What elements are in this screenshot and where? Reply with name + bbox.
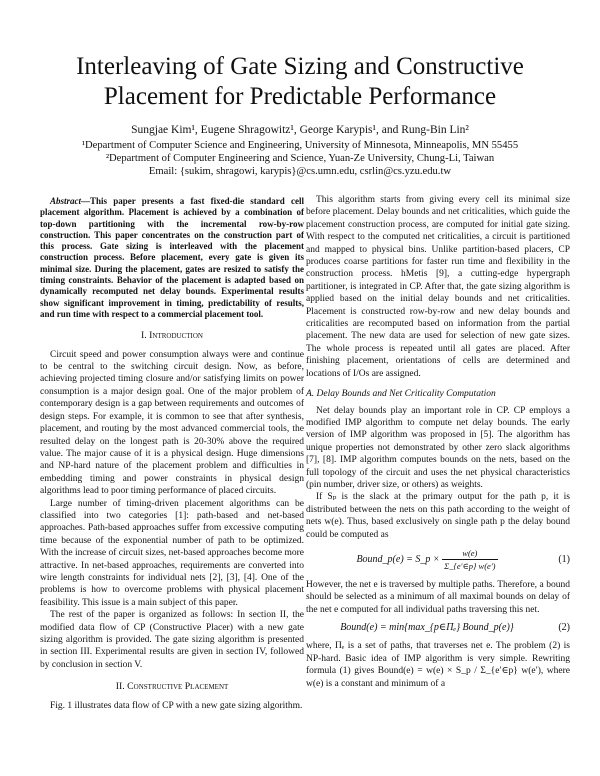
equation-1-numerator: w(e)	[442, 547, 497, 560]
paragraph: Large number of timing-driven placement algorithms can be classified into two categories [1]: path-based and net-based approaches. Path-based approaches suffer from excessive computing time because of the exponential number of path to be optimized. With the increase of circuit sizes, net-based approaches become more attractive. In net-based approaches, requirements are converted into wire length constraints for individual nets [2], [3], [4]. One of the problems is how to overcome problems with physical placement feasibility. This issue is a main subject of this paper.	[40, 498, 304, 608]
paragraph: The rest of the paper is organized as follows: In section II, the modified data flow of CP (Constructive Placer) with a new gate sizing algorithm is provided. The gate sizing algorithm is presented in section III. Experimental results are given in section IV, followed by conclusion in section V.	[40, 610, 304, 670]
author-names: Sungjae Kim¹, Eugene Shragowitz¹, George Karypis¹, and Rung-Bin Lin²	[131, 124, 469, 136]
equation-2-number: (2)	[558, 622, 570, 633]
right-column	[306, 194, 570, 690]
abstract-label: Abstract—	[50, 196, 91, 206]
section-heading-introduction: I. Introduction	[141, 330, 203, 342]
paragraph: Net delay bounds play an important role in CP. CP employs a modified IMP algorithm to compute net delay bounds. The early version of IMP algorithm was proposed in [5]. The algorithm has unique properties not demonstrated by other zero slack algorithms [7], [8]. IMP algorithm computes bounds on the nets, based on the full topology of the circuit and uses the net physical characteristics (pin number, driver size, or others) as weights.	[306, 405, 570, 490]
subsection-heading: A. Delay Bounds and Net Criticality Computation	[306, 389, 496, 400]
section-heading-constructive-placement: II. Constructive Placement	[115, 681, 229, 693]
equation-1-denominator: Σ_{e′∈p} w(e′)	[444, 561, 496, 572]
paragraph: If Sₚ is the slack at the primary output for the path p, it is distributed between the nets on this path according to the weight of nets w(e). Thus, based exclusively on single path p the delay bound could be computed as	[306, 492, 570, 540]
affiliation-2: ²Department of Computer Engineering and Science, Yuan-Ze University, Chung-Li, Taiwan	[105, 153, 495, 164]
equation-1-lhs: Bound_p(e) = S_p ×	[356, 554, 440, 566]
equation-1	[306, 547, 570, 573]
paragraph: where, Πₑ is a set of paths, that traverses net e. The problem (2) is NP-hard. Basic idea of IMP algorithm is very simple. Rewriting formula (1) gives Bound(e) = w(e) × S_p / Σ_{e′∈p} w(e′), where w(e) is a constant and minimum of a	[306, 641, 570, 689]
equation-1-fraction	[442, 547, 497, 573]
author-emails: Email: {sukim, shragowi, karypis}@cs.umn.edu, csrlin@cs.yzu.edu.tw	[148, 166, 452, 177]
paragraph: Circuit speed and power consumption always were and continue to be central to the switching circuit design. Now, as before, achieving projected timing closure and/or satisfying limits on power consumption is a major design goal. One of the major problem of contemporary design is a gap between requirements and outcomes of design steps. For example, it is common to see that after synthesis, placement, and routing by the most advanced commercial tools, the resulted delay on the longest path is 20-30% above the required value. The major cause of it is a physical design. Huge dimensions and NP-hard nature of the placement problem and difficulties in embedding timing and power constraints in physical design algorithms lead to poor timing performance of placed circuits.	[40, 349, 304, 497]
affiliation-1: ¹Department of Computer Science and Engineering, University of Minnesota, Minneapolis, MN 55455	[81, 140, 519, 151]
abstract-text: This paper presents a fast fixed-die standard cell placement algorithm. Placement is achieved by a combination of top-down partitioning with the incremental row-by-row construction. This paper concentrates on the construction part of this process. Gate sizing is interleaved with the placement construction process. Before placement, every gate is given its minimal size. During the placement, gates are resized to satisfy the timing constraints. Behavior of the placement is adapted based on dynamically recomputed net delay bounds. Experimental results show significant improvement in timing, predictability of results, and run time with respect to a commercial placement tool.	[40, 196, 304, 319]
paragraph: However, the net e is traversed by multiple paths. Therefore, a bound should be selected as a minimum of all maximal bounds on delay of the net e computed for all individual paths traversing this net.	[306, 579, 570, 615]
equation-2	[306, 622, 570, 634]
abstract	[40, 196, 304, 320]
paragraph: This algorithm starts from giving every cell its minimal size before placement. Delay bounds and net criticalities, which guide the placement construction process, are computed for initial gate sizing. With respect to the computed net criticalities, a circuit is partitioned and mapped to physical bins. Unlike partition-based placers, CP produces coarse partitions for faster run time and flexibility in the construction process. hMetis [9], a cutting-edge hypergraph partitioner, is integrated in CP. After that, the gate sizing algorithm is applied based on the initial delay bounds and net criticalities. Placement is constructed row-by-row and new delay bounds and criticalities are recomputed based on information from the partial placement. The new data are used for selection of new gate sizes. The whole process is repeated until all gates are placed. After finishing placement, orientations of cells are determined and locations of I/Os are assigned.	[306, 195, 570, 379]
equation-2-body: Bound(e) = min{max_{p∈Πₑ} Bound_p(e)}	[340, 622, 514, 633]
paper-title: Interleaving of Gate Sizing and Constructive Placement for Predictable Performance	[76, 53, 524, 110]
author-block	[30, 124, 570, 178]
paragraph: Fig. 1 illustrates data flow of CP with a new gate sizing algorithm.	[50, 700, 303, 711]
equation-1-number: (1)	[558, 553, 570, 565]
left-column	[40, 196, 304, 712]
